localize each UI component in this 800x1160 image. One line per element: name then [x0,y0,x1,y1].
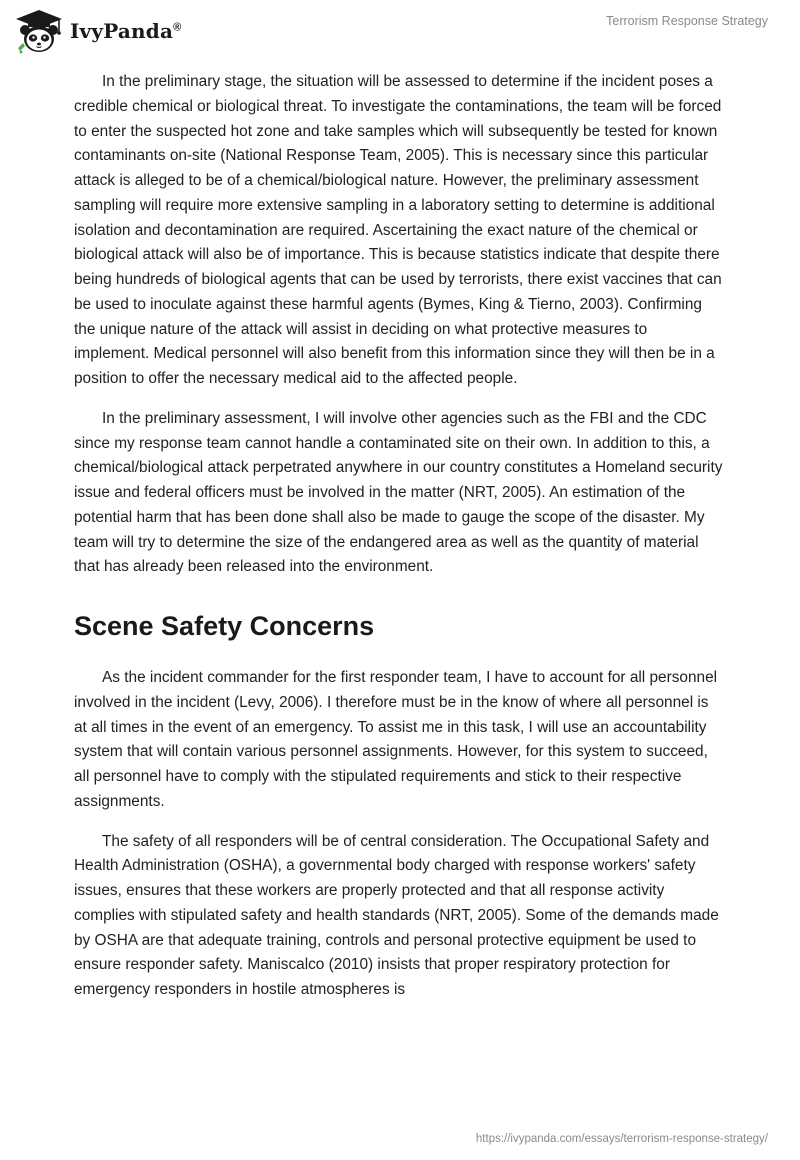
document-title: Terrorism Response Strategy [606,14,768,28]
paragraph-responder-safety: The safety of all responders will be of central consideration. The Occupational Safety and Health Administration (OSHA), a governmental body charged with response workers' safety issues, ensures that these workers are properly protected and that all response activity complies with stipulated safety and health standards (NRT, 2005). Some of the demands made by OSHA are that adequate training, controls and personal protective equipment be used to ensure responder safety. Maniscalco (2010) insists that proper respiratory protection for emergency responders in hostile atmospheres is [74,832,719,998]
panda-graduate-icon [14,8,64,54]
paragraph-preliminary-stage: In the preliminary stage, the situation will be assessed to determine if the incident poses a credible chemical or biological threat. To investigate the contaminations, the team will be forced to enter the suspected hot zone and take samples which will subsequently be tested for known contaminants on-site (National Response Team, 2005). This is necessary since this particular attack is alleged to be of a chemical/biological nature. However, the preliminary assessment sampling will require more extensive sampling in a laboratory setting to determine is additional isolation and decontamination are required. Ascertaining the exact nature of the chemical or biological attack will also be of importance. This is because statistics indicate that despite there being hundreds of biological agents that can be used by terrorists, there exist vaccines that can be used to inoculate against these harmful agents (Bymes, King & Tierno, 2003). Confirming the unique nature of the attack will assist in deciding on what protective measures to implement. Medical personnel will also benefit from this information since they will then be in a position to offer the necessary medical aid to the affected people. [74,73,722,387]
logo-wordmark: IvyPanda® [70,19,182,43]
section-heading: Scene Safety Concerns [74,611,375,641]
essay-content [74,70,724,1018]
paragraph-incident-commander: As the incident commander for the first responder team, I have to account for all personnel involved in the incident (Levy, 2006). I therefore must be in the know of where all personnel is at all times in the event of an emergency. To assist me in this task, I will use an accountability system that will contain various personnel assignments. However, for this system to succeed, all personnel have to comply with the stipulated requirements and stick to their respective assignments. [74,669,718,810]
page-header [0,0,800,60]
ivypanda-logo[interactable] [14,8,181,54]
paragraph-preliminary-assessment: In the preliminary assessment, I will involve other agencies such as the FBI and the CDC since my response team cannot handle a contaminated site on their own. In addition to this, a chemical/biological attack perpetrated anywhere in our country constitutes a Homeland security issue and federal officers must be involved in the matter (NRT, 2005). An estimation of the potential harm that has been done shall also be made to gauge the scope of the disaster. My team will try to determine the size of the endangered area as well as the quantity of material that has already been released into the environment. [74,409,723,576]
source-url[interactable]: https://ivypanda.com/essays/terrorism-response-strategy/ [475,1133,768,1145]
